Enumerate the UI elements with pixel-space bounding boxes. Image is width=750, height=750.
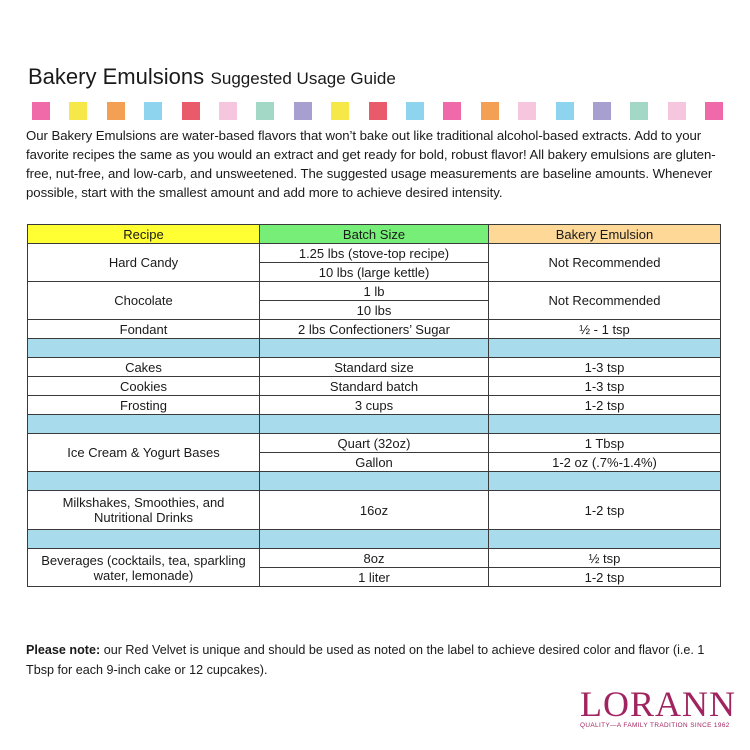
emulsion-cell: ½ - 1 tsp <box>489 320 721 339</box>
table-row <box>28 377 721 396</box>
logo-tagline: QUALITY—A FAMILY TRADITION SINCE 1962 <box>580 722 730 729</box>
table-row <box>28 358 721 377</box>
batch-cell: 3 cups <box>260 396 489 415</box>
logo-wordmark: LORANN <box>580 684 736 724</box>
color-swatch-strip <box>32 102 724 120</box>
batch-cell: Standard batch <box>260 377 489 396</box>
emulsion-cell: 1-2 tsp <box>489 568 721 587</box>
color-swatch <box>294 102 312 120</box>
table-header-row <box>28 225 721 244</box>
batch-cell: 2 lbs Confectioners’ Sugar <box>260 320 489 339</box>
header-recipe: Recipe <box>28 225 260 244</box>
color-swatch <box>705 102 723 120</box>
color-swatch <box>593 102 611 120</box>
footnote-text: our Red Velvet is unique and should be used as noted on the label to achieve desired color and flavor (i.e. 1 Tbsp for each 9-inch cake or 12 cupcakes). <box>26 643 705 677</box>
emulsion-cell: ½ tsp <box>489 549 721 568</box>
header-bakery-emulsion: Bakery Emulsion <box>489 225 721 244</box>
spacer-row <box>28 472 721 491</box>
title-main: Bakery Emulsions <box>28 64 205 89</box>
lorann-logo <box>580 684 736 730</box>
color-swatch <box>144 102 162 120</box>
batch-cell: 16oz <box>260 491 489 530</box>
batch-cell: Gallon <box>260 453 489 472</box>
batch-cell: 1 liter <box>260 568 489 587</box>
emulsion-cell: 1 Tbsp <box>489 434 721 453</box>
table-row <box>28 491 721 530</box>
footnote-label: Please note: <box>26 643 101 657</box>
spacer-row <box>28 415 721 434</box>
recipe-cell: Cookies <box>28 377 260 396</box>
recipe-cell: Ice Cream & Yogurt Bases <box>28 434 260 472</box>
batch-cell: 8oz <box>260 549 489 568</box>
table-row <box>28 434 721 453</box>
color-swatch <box>32 102 50 120</box>
batch-cell: 1 lb <box>260 282 489 301</box>
title-sub: Suggested Usage Guide <box>210 69 396 88</box>
recipe-cell: Frosting <box>28 396 260 415</box>
table-row <box>28 549 721 568</box>
color-swatch <box>518 102 536 120</box>
color-swatch <box>481 102 499 120</box>
recipe-cell: Cakes <box>28 358 260 377</box>
batch-cell: 1.25 lbs (stove-top recipe) <box>260 244 489 263</box>
page-title <box>28 64 396 90</box>
recipe-cell: Chocolate <box>28 282 260 320</box>
color-swatch <box>668 102 686 120</box>
emulsion-cell: 1-2 tsp <box>489 491 721 530</box>
table-row <box>28 244 721 263</box>
table-row <box>28 282 721 301</box>
intro-paragraph: Our Bakery Emulsions are water-based flavors that won’t bake out like traditional alcohol-based extracts. Add to your favorite recipes the same as you would an extract and get ready for bold, robust flavor! All bakery emulsions are gluten-free, nut-free, and low-carb, and unsweetened. The suggested usage measurements are baseline amounts. Whenever possible, start with the smallest amount and add more to achieve desired intensity. <box>26 128 716 200</box>
emulsion-cell: 1-3 tsp <box>489 358 721 377</box>
emulsion-cell: 1-3 tsp <box>489 377 721 396</box>
color-swatch <box>182 102 200 120</box>
emulsion-cell: 1-2 tsp <box>489 396 721 415</box>
batch-cell: Quart (32oz) <box>260 434 489 453</box>
recipe-cell: Fondant <box>28 320 260 339</box>
color-swatch <box>219 102 237 120</box>
color-swatch <box>331 102 349 120</box>
recipe-cell: Milkshakes, Smoothies, and Nutritional Drinks <box>28 491 260 530</box>
color-swatch <box>556 102 574 120</box>
table-row <box>28 396 721 415</box>
emulsion-cell: Not Recommended <box>489 282 721 320</box>
color-swatch <box>107 102 125 120</box>
color-swatch <box>406 102 424 120</box>
color-swatch <box>256 102 274 120</box>
recipe-cell: Hard Candy <box>28 244 260 282</box>
color-swatch <box>369 102 387 120</box>
header-batch-size: Batch Size <box>260 225 489 244</box>
footnote <box>26 640 731 680</box>
recipe-cell: Beverages (cocktails, tea, sparkling water, lemonade) <box>28 549 260 587</box>
spacer-row <box>28 530 721 549</box>
spacer-row <box>28 339 721 358</box>
table-row <box>28 320 721 339</box>
color-swatch <box>443 102 461 120</box>
emulsion-cell: 1-2 oz (.7%-1.4%) <box>489 453 721 472</box>
batch-cell: Standard size <box>260 358 489 377</box>
color-swatch <box>69 102 87 120</box>
usage-guide-table <box>27 224 721 587</box>
color-swatch <box>630 102 648 120</box>
emulsion-cell: Not Recommended <box>489 244 721 282</box>
batch-cell: 10 lbs <box>260 301 489 320</box>
batch-cell: 10 lbs (large kettle) <box>260 263 489 282</box>
